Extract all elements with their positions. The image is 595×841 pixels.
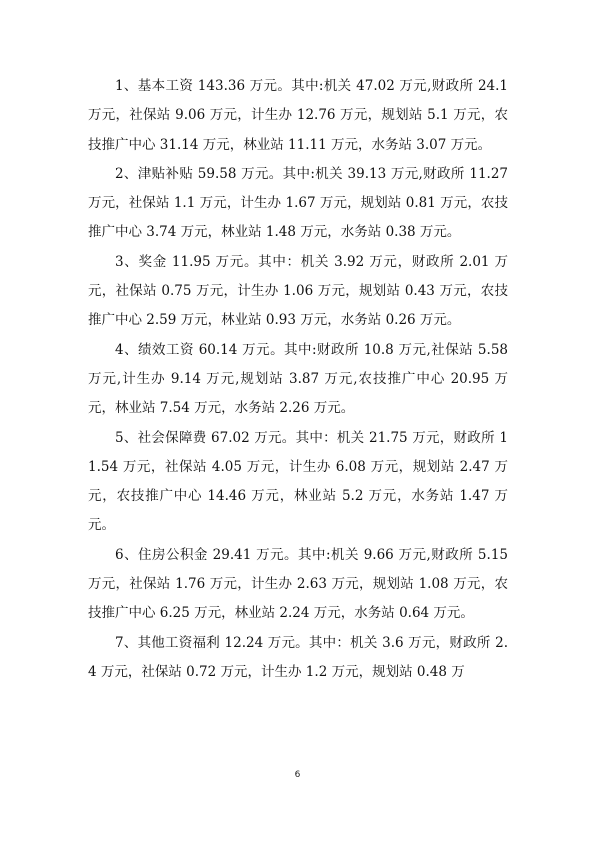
document-body [88,72,508,687]
paragraph-housing-fund: 6、住房公积金 29.41 万元。其中:机关 9.66 万元,财政所 5.15 万元，社保站 1.76 万元，计生办 2.63 万元，规划站 1.08 万元，农技推广中心 6.25 万元，林业站 2.24 万元，水务站 0.64 万元。 [88,546,508,622]
page-number: 6 [294,770,301,780]
paragraph-other-welfare: 7、其他工资福利 12.24 万元。其中：机关 3.6 万元，财政所 2.4 万元，社保站 0.72 万元，计生办 1.2 万元，规划站 0.48 万 [88,634,508,680]
paragraph-basic-salary: 1、基本工资 143.36 万元。其中:机关 47.02 万元,财政所 24.1 万元，社保站 9.06 万元，计生办 12.76 万元，规划站 5.1 万元，农技推广中心 31.14 万元，林业站 11.11 万元，水务站 3.07 万元。 [88,78,508,153]
paragraph-allowances: 2、津贴补贴 59.58 万元。其中:机关 39.13 万元,财政所 11.27 万元，社保站 1.1 万元，计生办 1.67 万元，规划站 0.81 万元，农技推广中心 3.74 万元，林业站 1.48 万元，水务站 0.38 万元。 [88,165,508,241]
paragraph-bonus: 3、奖金 11.95 万元。其中：机关 3.92 万元，财政所 2.01 万元，社保站 0.75 万元，计生办 1.06 万元，规划站 0.43 万元，农技推广中心 2.59 万元，林业站 0.93 万元，水务站 0.26 万元。 [88,253,508,329]
paragraph-performance-pay: 4、绩效工资 60.14 万元。其中:财政所 10.8 万元,社保站 5.58 万元,计生办 9.14 万元,规划站 3.87 万元,农技推广中心 20.95 万元，林业站 7.54 万元，水务站 2.26 万元。 [88,341,508,417]
paragraph-social-security: 5、社会保障费 67.02 万元。其中：机关 21.75 万元，财政所 11.54 万元，社保站 4.05 万元，计生办 6.08 万元，规划站 2.47 万元，农技推广中心 14.46 万元，林业站 5.2 万元，水务站 1.47 万元。 [88,429,508,534]
